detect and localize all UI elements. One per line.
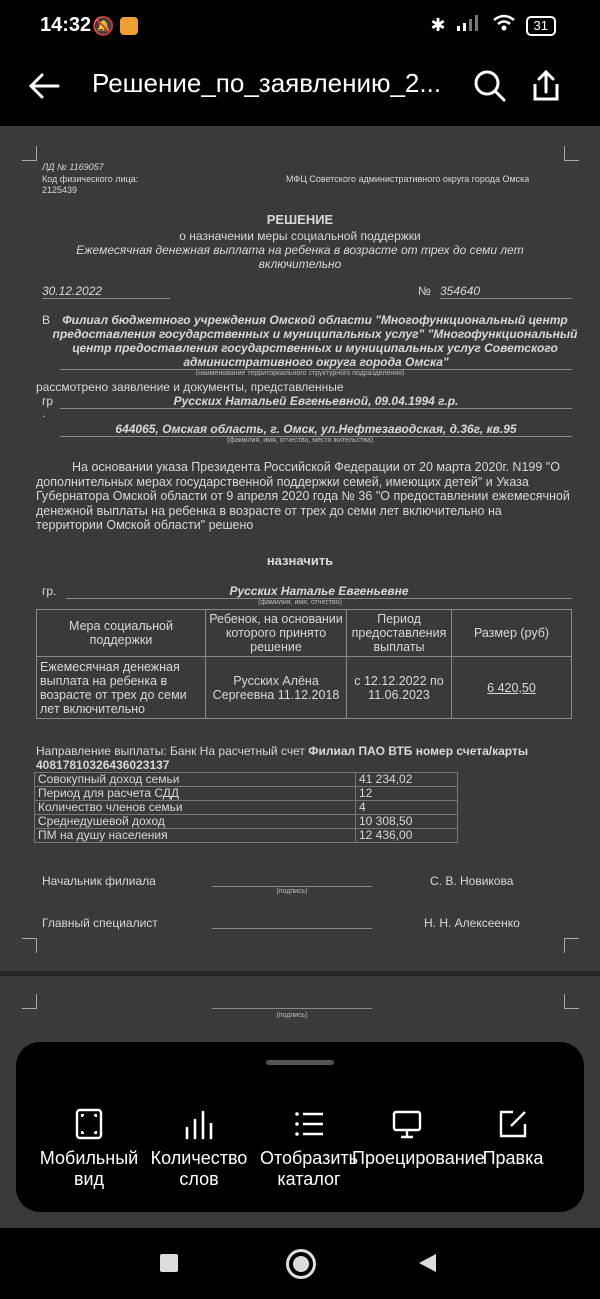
action-label: Правка bbox=[482, 1148, 544, 1168]
recipient-caption: (фамилия, имя, отчество) bbox=[258, 599, 342, 606]
crop-mark bbox=[564, 146, 579, 161]
document-page-1 bbox=[0, 126, 600, 971]
app-bar bbox=[0, 56, 600, 118]
account-number: 40817810326436023137 bbox=[36, 758, 170, 772]
income-label: Среднедушевой доход bbox=[35, 815, 356, 829]
drag-handle[interactable] bbox=[266, 1060, 334, 1065]
signature-caption: (подпись) bbox=[276, 888, 308, 895]
signature-line bbox=[212, 1008, 372, 1009]
income-label: Количество членов семьи bbox=[35, 801, 356, 815]
recipient-name: Русских Наталье Евгеньевне bbox=[66, 584, 572, 599]
address-caption: (фамилия, имя, отчество, место жительства) bbox=[226, 437, 374, 444]
personal-file-number: ЛД № 1169057 bbox=[42, 162, 104, 172]
specialist-label: Главный специалист bbox=[42, 916, 158, 930]
decision-number: 354640 bbox=[440, 284, 572, 299]
mfc-name: МФЦ Советского административного округа города Омска bbox=[286, 174, 530, 184]
action-label: Отобразить каталог bbox=[259, 1148, 359, 1189]
payment-label: Направление выплаты: Банк На расчетный счет bbox=[36, 744, 305, 758]
income-value: 12 bbox=[356, 787, 458, 801]
org-line-1: Филиал бюджетного учреждения Омской области "Многофункциональный центр bbox=[62, 313, 568, 327]
applicant-name: Русских Натальей Евгеньевной, 09.04.1994 г.р. bbox=[60, 394, 572, 409]
assign-heading: назначить bbox=[266, 553, 334, 568]
table-row bbox=[35, 773, 458, 787]
applicant-address: 644065, Омская область, г. Омск, ул.Нефтезаводская, д.36г, кв.95 bbox=[60, 422, 572, 437]
org-caption: (наименование территориального структурного подразделения) bbox=[195, 370, 405, 377]
income-value: 12 436,00 bbox=[356, 829, 458, 843]
crop-mark bbox=[22, 994, 37, 1009]
status-bar bbox=[0, 0, 600, 56]
action-label: Проецирование bbox=[352, 1148, 485, 1168]
projection-icon bbox=[391, 1108, 423, 1140]
crop-mark bbox=[22, 938, 37, 953]
person-code-label: Код физического лица: bbox=[42, 174, 139, 184]
action-label: Мобильный вид bbox=[39, 1148, 139, 1189]
org-line-2: предоставления государственных и муниципальных услуг" "Многофункциональный bbox=[52, 327, 578, 341]
back-arrow-icon[interactable] bbox=[24, 66, 64, 106]
org-line-3: центр предоставления государственных и муниципальных услуг Советского bbox=[72, 341, 558, 355]
app-notification-icon bbox=[120, 17, 138, 35]
table-row bbox=[35, 787, 458, 801]
number-label: № bbox=[418, 284, 431, 298]
status-time: 14:32 bbox=[40, 14, 92, 36]
system-navigation-bar bbox=[0, 1228, 600, 1299]
page-title: РЕШЕНИЕ bbox=[266, 212, 334, 227]
action-label: Количество слов bbox=[150, 1148, 248, 1189]
table-cell: 6 420,50 bbox=[452, 657, 572, 719]
crop-mark bbox=[564, 938, 579, 953]
in-label: В bbox=[42, 313, 51, 327]
catalog-icon bbox=[293, 1108, 325, 1140]
specialist-name: Н. Н. Алексеенко bbox=[424, 916, 520, 930]
mute-icon: 🔕 bbox=[92, 16, 115, 36]
table-header: Период предоставления выплаты bbox=[347, 610, 452, 657]
person-code-value: 2125439 bbox=[42, 185, 78, 195]
share-icon[interactable] bbox=[528, 68, 564, 104]
signature-line bbox=[212, 928, 372, 929]
table-header: Ребенок, на основании которого принято решение bbox=[206, 610, 347, 657]
edit-button[interactable] bbox=[458, 1108, 568, 1169]
benefit-table bbox=[36, 609, 572, 719]
wifi-icon bbox=[492, 14, 516, 37]
table-cell: Русских Алёна Сергеевна 11.12.2018 bbox=[206, 657, 347, 719]
benefit-name-cont: включительно bbox=[258, 257, 342, 271]
crop-mark bbox=[564, 994, 579, 1009]
signature-line bbox=[212, 886, 372, 887]
word-count-icon bbox=[183, 1108, 215, 1140]
separator-dot: . bbox=[42, 406, 46, 420]
chief-name: С. В. Новикова bbox=[430, 874, 514, 888]
legal-basis: На основании указа Президента Российской Федерации от 20 марта 2020г. N199 "О дополнительных мерах государственной поддержки семей, имеющих детей" и Указа Губернатора Омской области от 9 апреля 2020 года № 36 "О предоставлении ежемесячной денежной выплаты на ребенка в возрасте от трех до семи лет включительно на территории Омской области" решено bbox=[36, 460, 570, 532]
income-value: 10 308,50 bbox=[356, 815, 458, 829]
income-value: 41 234,02 bbox=[356, 773, 458, 787]
back-triangle-icon[interactable] bbox=[416, 1252, 438, 1274]
benefit-name: Ежемесячная денежная выплата на ребенка в возрасте от трех до семи лет bbox=[76, 243, 524, 257]
citizen-label: гр bbox=[42, 394, 54, 408]
reviewed-text: рассмотрено заявление и документы, представленные bbox=[36, 380, 344, 394]
payment-direction bbox=[36, 744, 528, 758]
table-header: Мера социальной поддержки bbox=[37, 610, 206, 657]
chief-label: Начальник филиала bbox=[42, 874, 156, 888]
citizen-label-2: гр. bbox=[42, 584, 57, 598]
projection-button[interactable] bbox=[352, 1108, 485, 1169]
catalog-button[interactable] bbox=[254, 1108, 364, 1190]
bottom-action-sheet bbox=[16, 1042, 584, 1212]
home-icon[interactable] bbox=[286, 1249, 316, 1279]
document-title: Решение_по_заявлению_2... bbox=[92, 68, 442, 98]
table-cell: Ежемесячная денежная выплата на ребенка в возрасте от трех до семи лет включительно bbox=[37, 657, 206, 719]
income-table bbox=[34, 772, 458, 843]
search-icon[interactable] bbox=[472, 68, 508, 104]
decision-subtitle: о назначении меры социальной поддержки bbox=[179, 229, 421, 243]
word-count-button[interactable] bbox=[144, 1108, 254, 1190]
mobile-view-icon bbox=[74, 1108, 104, 1140]
table-cell: с 12.12.2022 по 11.06.2023 bbox=[347, 657, 452, 719]
income-label: Период для расчета СДД bbox=[35, 787, 356, 801]
table-row bbox=[35, 801, 458, 815]
income-value: 4 bbox=[356, 801, 458, 815]
bluetooth-icon: ✱ bbox=[430, 15, 446, 35]
org-line-4: административного округа города Омска" bbox=[60, 355, 572, 370]
decision-date: 30.12.2022 bbox=[42, 284, 170, 299]
income-label: Совокупный доход семьи bbox=[35, 773, 356, 787]
income-label: ПМ на душу населения bbox=[35, 829, 356, 843]
signature-caption: (подпись) bbox=[276, 1012, 308, 1019]
table-row bbox=[35, 815, 458, 829]
payment-bank: Филиал ПАО ВТБ номер счета/карты bbox=[308, 744, 529, 758]
crop-mark bbox=[22, 146, 37, 161]
signal-icon bbox=[456, 14, 482, 37]
battery-indicator: 31 bbox=[526, 16, 556, 36]
table-header: Размер (руб) bbox=[452, 610, 572, 657]
table-row bbox=[35, 829, 458, 843]
edit-icon bbox=[497, 1108, 529, 1140]
recent-apps-icon[interactable] bbox=[160, 1254, 178, 1272]
mobile-view-button[interactable] bbox=[34, 1108, 144, 1190]
